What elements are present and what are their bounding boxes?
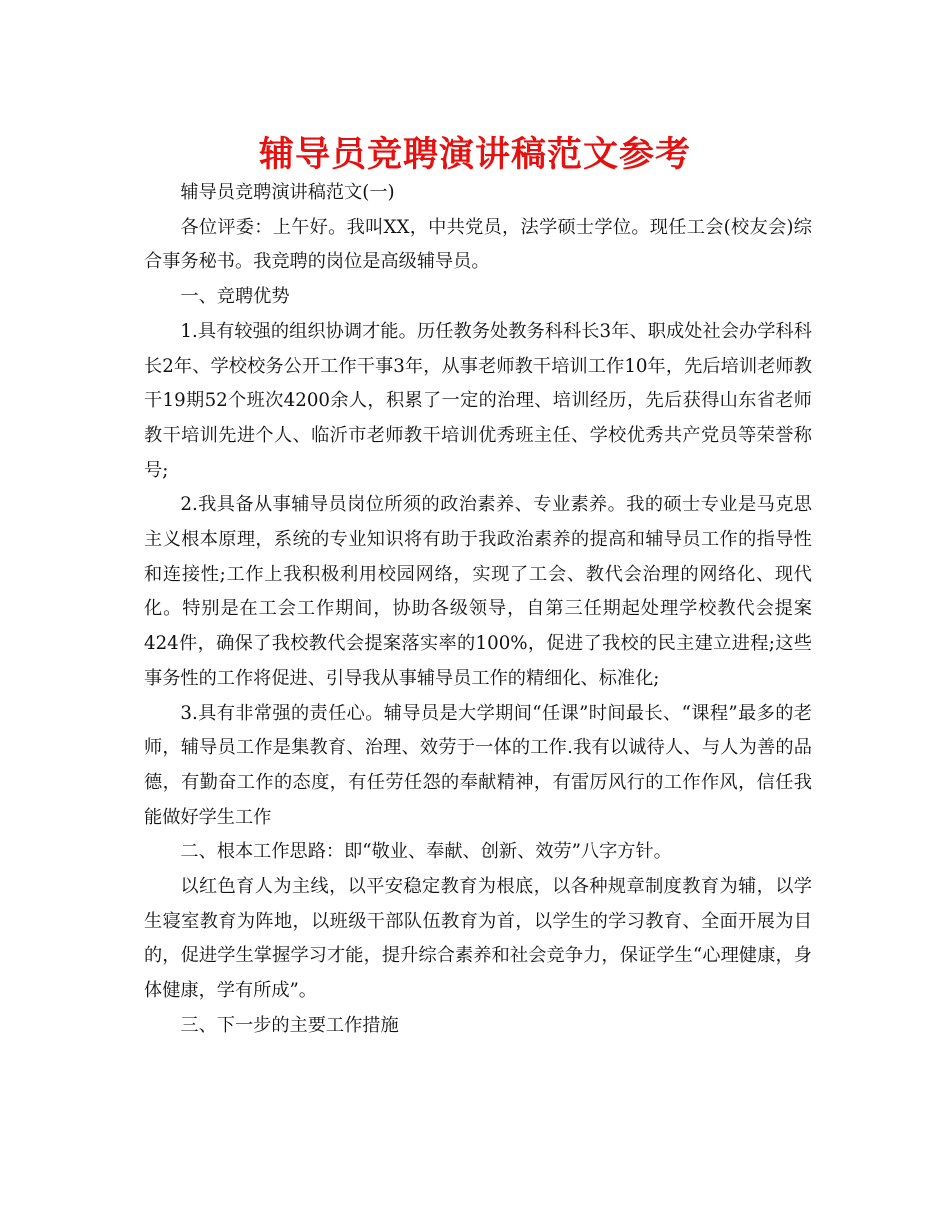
paragraph-greeting: 各位评委：上午好。我叫XX，中共党员，法学硕士学位。现任工会(校友会)综合事务秘书。我竞聘的岗位是高级辅导员。 (144, 216, 812, 273)
paragraph-point-1: 1.具有较强的组织协调才能。历任教务处教务科科长3年、职成处社会办学科科长2年、学校校务公开工作干事3年，从事老师教干培训工作10年，先后培训老师教干19期52个班次4200余人，积累了一定的治理、培训经历，先后获得山东省老师教干培训先进个人、临沂市老师教干培训优秀班主任、学校优秀共产党员等荣誉称号; (144, 320, 812, 481)
paragraph-point-2: 2.我具备从事辅导员岗位所须的政治素养、专业素养。我的硕士专业是马克思主义根本原理，系统的专业知识将有助于我政治素养的提高和辅导员工作的指导性和连接性;工作上我积极利用校园网络，实现了工会、教代会治理的网络化、现代化。特别是在工会工作期间，协助各级领导，自第三任期起处理学校教代会提案424件，确保了我校教代会提案落实率的100%，促进了我校的民主建立进程;这些事务性的工作将促进、引导我从事辅导员工作的精细化、标准化; (144, 494, 812, 689)
section-heading-work-ideas: 二、根本工作思路：即“敬业、奉献、创新、效劳”八字方针。 (180, 841, 672, 863)
section-heading-measures: 三、下一步的主要工作措施 (180, 1014, 399, 1036)
document-body (144, 176, 812, 1044)
paragraph-subtitle: 辅导员竞聘演讲稿范文(一) (180, 182, 395, 203)
paragraph-point-3: 3.具有非常强的责任心。辅导员是大学期间“任课”时间最长、“课程”最多的老师，辅导员工作是集教育、治理、效劳于一体的工作.我有以诚待人、与人为善的品德，有勤奋工作的态度，有任劳任怨的奉献精神，有雷厉风行的工作作风，信任我能做好学生工作 (144, 702, 812, 828)
document-title: 辅导员竞聘演讲稿范文参考 (258, 135, 691, 175)
section-heading-advantages: 一、竞聘优势 (180, 286, 290, 308)
paragraph-work-ideas: 以红色育人为主线，以平安稳定教育为根底，以各种规章制度教育为辅，以学生寝室教育为阵地，以班级干部队伍教育为首，以学生的学习教育、全面开展为目的，促进学生掌握学习才能，提升综合素养和社会竞争力，保证学生“心理健康，身体健康，学有所成”。 (144, 876, 812, 1002)
